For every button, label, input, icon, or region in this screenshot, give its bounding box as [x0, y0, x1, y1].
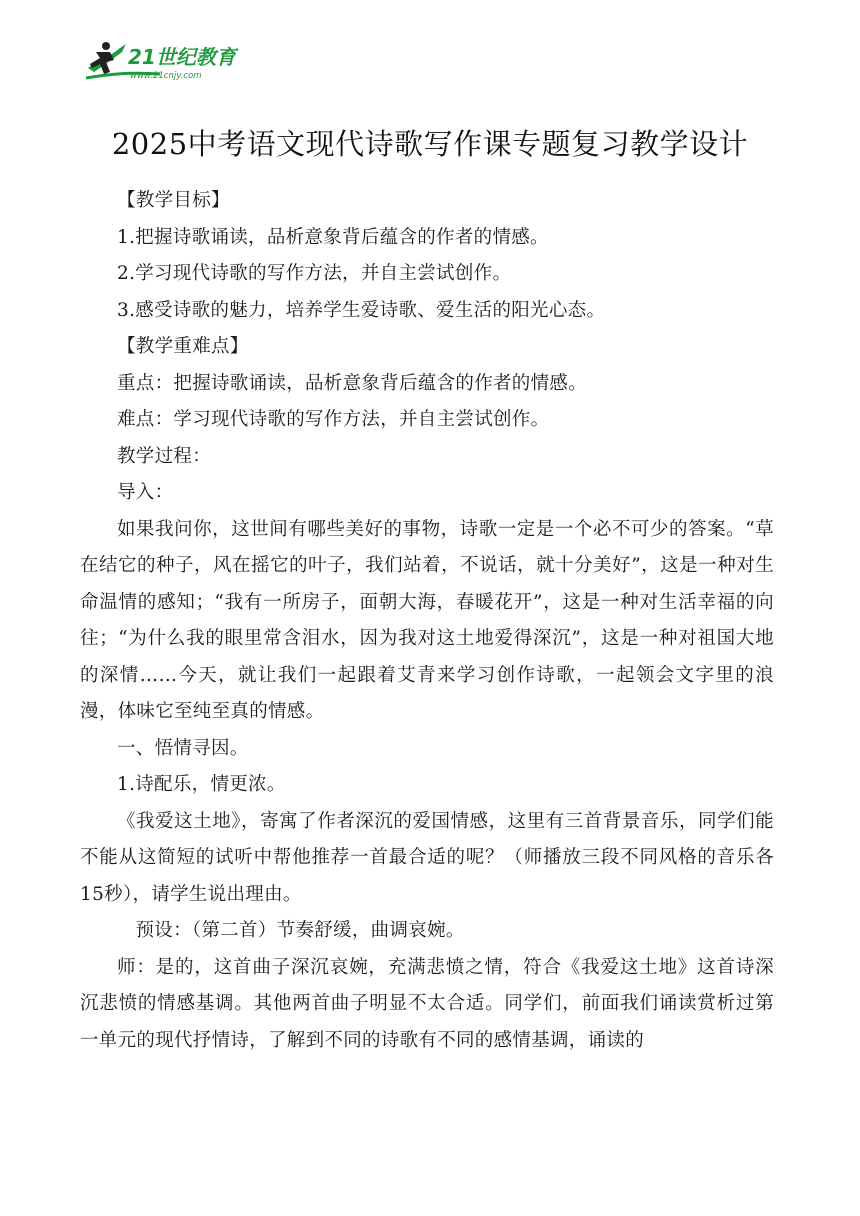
heading-teaching-goals: 【教学目标】 [117, 190, 230, 211]
brand-url: www.21cnjy.com [130, 71, 202, 81]
heading-process: 教学过程： [117, 445, 212, 467]
goal-3: 3.感受诗歌的魅力，培养学生爱诗歌、爱生活的阳光心态。 [117, 299, 606, 321]
intro-paragraph: 如果我问你，这世间有哪些美好的事物，诗歌一定是一个必不可少的答案。“草在结它的种子，风在摇它的叶子，我们站着，不说话，就十分美好”，这是一种对生命温情的感知；“我有一所房子，面朝大海，春暖花开”，这是一种对生活幸福的向往；“为什么我的眼里常含泪水，因为我对这土地爱得深沉”，这是一种对祖国大地的深情……今天，就让我们一起跟着艾青来学习创作诗歌，一起领会文字里的浪漫，体味它至纯至真的情感。 [80, 518, 774, 722]
heading-key-points: 【教学重难点】 [117, 336, 249, 357]
section-1-heading: 一、悟情寻因。 [117, 737, 249, 759]
teacher-paragraph: 师：是的，这首曲子深沉哀婉，充满悲愤之情，符合《我爱这土地》这首诗深沉悲愤的情感基调。其他两首曲子明显不太合适。同学们，前面我们诵读赏析过第一单元的现代抒情诗，了解到不同的诗歌有不同的感情基调，诵读的 [80, 956, 774, 1051]
brand-logo [80, 38, 250, 84]
difficult-point: 难点：学习现代诗歌的写作方法，并自主尝试创作。 [117, 409, 550, 430]
heading-intro: 导入： [117, 482, 174, 503]
preset-answer: 预设：（第二首）节奏舒缓，曲调哀婉。 [135, 920, 465, 941]
page-title: 2025中考语文现代诗歌写作课专题复习教学设计 [111, 127, 749, 161]
music-paragraph: 《我爱这土地》，寄寓了作者深沉的爱国情感，这里有三首背景音乐，同学们能不能从这简短的试听中帮他推荐一首最合适的呢？（师播放三段不同风格的音乐各15秒），请学生说出理由。 [80, 810, 774, 905]
brand-name: 21世纪教育 [128, 45, 236, 69]
subsection-1-heading: 1.诗配乐，情更浓。 [117, 774, 286, 795]
goal-2: 2.学习现代诗歌的写作方法，并自主尝试创作。 [117, 263, 512, 284]
goal-1: 1.把握诗歌诵读，品析意象背后蕴含的作者的情感。 [117, 226, 549, 248]
document-body [80, 183, 774, 1059]
runner-icon [80, 38, 250, 84]
key-point: 重点：把握诗歌诵读，品析意象背后蕴含的作者的情感。 [117, 372, 588, 394]
